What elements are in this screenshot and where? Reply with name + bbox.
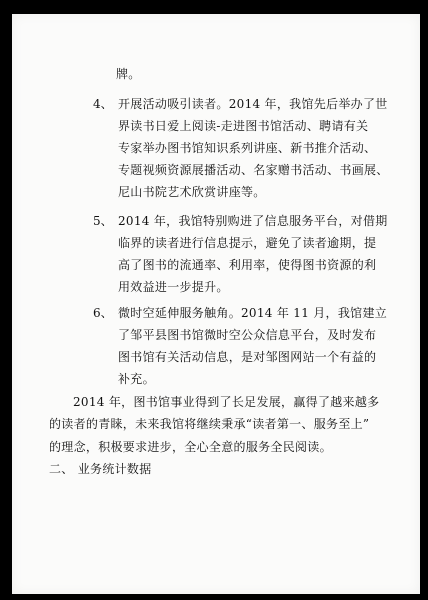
item-text-line: 用效益进一步提升。 bbox=[118, 280, 229, 294]
summary-line: 的理念，积极要求进步，全心全意的服务全民阅读。 bbox=[49, 440, 332, 454]
item-number: 4、 bbox=[93, 97, 113, 111]
item-text-line: 开展活动吸引读者。2014 年，我馆先后举办了世 bbox=[118, 97, 388, 111]
item-text-line: 临界的读者进行信息提示，避免了读者逾期，提 bbox=[118, 236, 377, 250]
carryover-text: 牌。 bbox=[116, 67, 141, 81]
item-text-line: 高了图书的流通率、利用率，使得图书资源的利 bbox=[118, 258, 377, 272]
item-text-line: 图书馆有关活动信息，是对邹图网站一个有益的 bbox=[118, 350, 377, 364]
item-text-line: 专题视频资源展播活动、名家赠书活动、书画展、 bbox=[118, 163, 389, 177]
summary-line: 2014 年，图书馆事业得到了长足发展，赢得了越来越多 bbox=[73, 395, 380, 409]
item-text-line: 补充。 bbox=[118, 372, 155, 386]
section-heading: 二、 业务统计数据 bbox=[49, 462, 152, 476]
item-number: 6、 bbox=[93, 306, 113, 320]
item-text-line: 微时空延伸服务触角。2014 年 11 月，我馆建立 bbox=[118, 306, 388, 320]
item-text-line: 专家举办图书馆知识系列讲座、新书推介活动、 bbox=[118, 141, 377, 155]
summary-line: 的读者的青睐，未来我馆将继续秉承“读者第一、服务至上” bbox=[49, 417, 370, 431]
item-text-line: 2014 年，我馆特别购进了信息服务平台，对借期 bbox=[118, 214, 388, 228]
item-text-line: 尼山书院艺术欣赏讲座等。 bbox=[118, 185, 266, 199]
item-number: 5、 bbox=[93, 214, 113, 228]
item-text-line: 了邹平县图书馆微时空公众信息平台，及时发布 bbox=[118, 328, 377, 342]
item-text-line: 界读书日爱上阅读-走进图书馆活动、聘请有关 bbox=[118, 119, 369, 133]
document-page bbox=[12, 14, 420, 594]
